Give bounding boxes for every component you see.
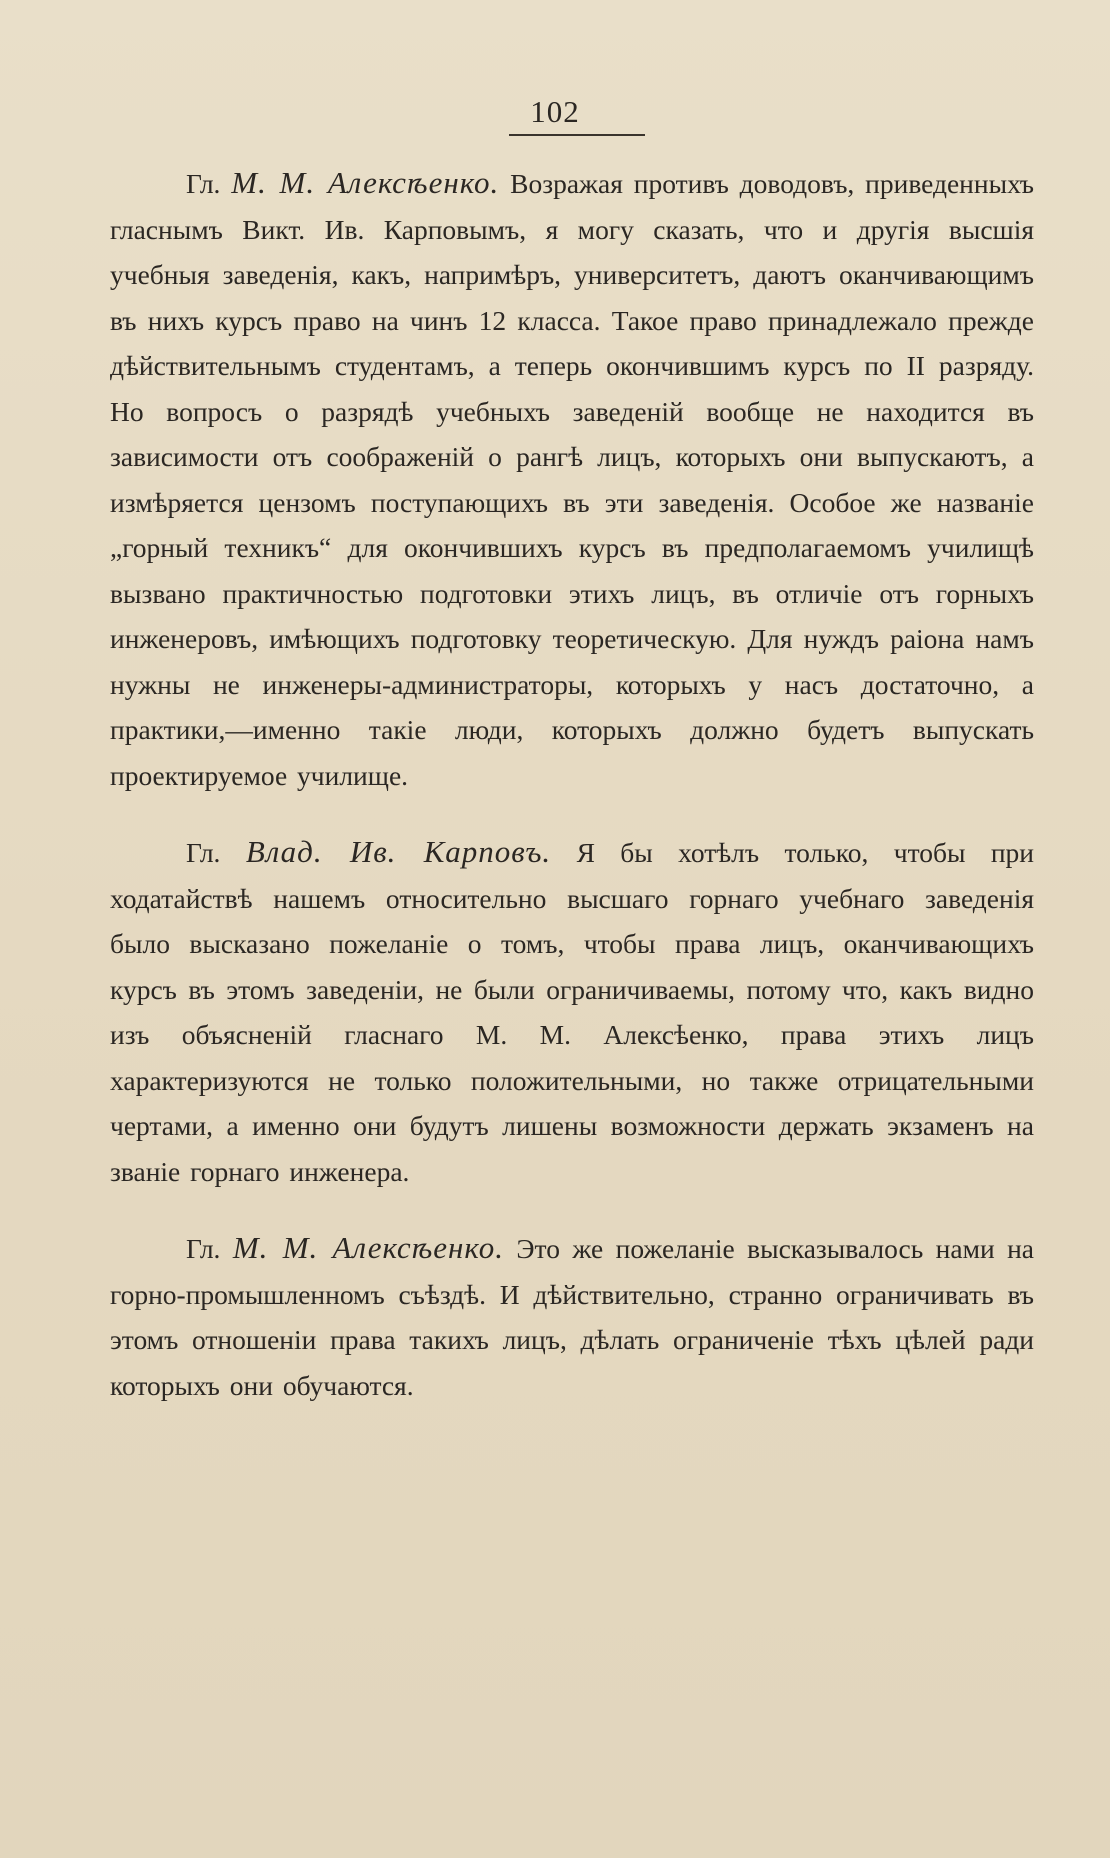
page-number: 102	[530, 94, 580, 129]
paragraph-1-prefix: Гл.	[186, 168, 221, 199]
paragraph-3-speaker: М. М. Алексѣенко.	[232, 1230, 504, 1265]
paragraph-3-text: Это же пожеланіе высказывалось нами на горно-промышленномъ съѣздѣ. И дѣйствительно, странно ограничивать въ этомъ отношеніи права такихъ лицъ, дѣлать ограниченіе тѣхъ цѣлей ради которыхъ они обучаются.	[110, 1233, 1035, 1401]
paragraph-2	[110, 829, 1034, 1194]
paragraph-1	[110, 160, 1034, 798]
page-number-rule	[509, 134, 645, 136]
document-body	[110, 160, 1034, 1408]
paragraph-3-prefix: Гл.	[186, 1233, 221, 1264]
paragraph-1-text: Возражая противъ доводовъ, приведенныхъ гласнымъ Викт. Ив. Карповымъ, я могу сказать, что и другія высшія учебныя заведенія, какъ, напримѣръ, университетъ, даютъ оканчивающимъ въ нихъ курсъ право на чинъ 12 класса. Такое право принадлежало прежде дѣйствительнымъ студентамъ, а теперь окончившимъ курсъ по II разряду. Но вопросъ о разрядѣ учебныхъ заведеній вообще не находится въ зависимости отъ соображеній о рангѣ лицъ, которыхъ они выпускаютъ, а измѣряется цензомъ поступающихъ въ эти заведенія. Особое же названіе „горный техникъ“ для окончившихъ курсъ въ предполагаемомъ училищѣ вызвано практичностью подготовки этихъ лицъ, въ отличіе отъ горныхъ инженеровъ, имѣющихъ подготовку теоретическую. Для нуждъ раіона намъ нужны не инженеры-администраторы, которыхъ у насъ достаточно, а практики,—именно такіе люди, которыхъ должно будетъ выпускать проектируемое училище.	[110, 168, 1035, 791]
paragraph-3	[110, 1225, 1034, 1408]
paragraph-2-speaker: Влад. Ив. Карповъ.	[245, 834, 552, 869]
paragraph-1-speaker: М. М. Алексѣенко.	[231, 165, 500, 200]
paragraph-2-text: Я бы хотѣлъ только, чтобы при ходатайствѣ нашемъ относительно высшаго горнаго учебнаго заведенія было высказано пожеланіе о томъ, чтобы права лицъ, оканчивающихъ курсъ въ этомъ заведеніи, не были ограничиваемы, потому что, какъ видно изъ объясненій гласнаго М. М. Алексѣенко, права этихъ лицъ характеризуются не только положительными, но также отрицательными чертами, а именно они будутъ лишены возможности держать экзаменъ на званіе горнаго инженера.	[110, 837, 1035, 1187]
paragraph-2-prefix: Гл.	[186, 837, 221, 868]
